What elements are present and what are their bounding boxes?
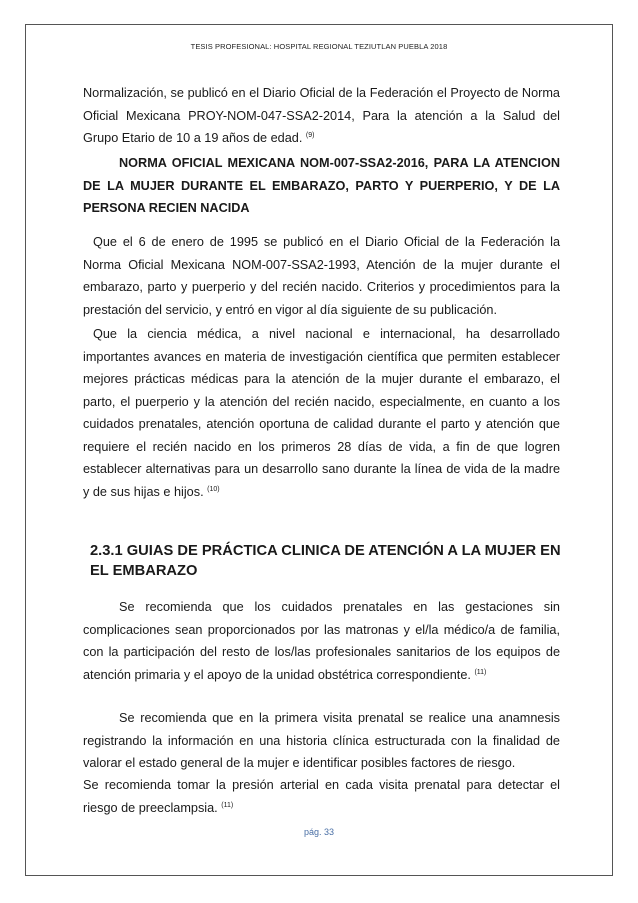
page-number: pág. 33	[303, 827, 335, 837]
paragraph-cuidados-prenatales: Se recomienda que los cuidados prenatales en las gestaciones sin complicaciones sean proporcionados por las matronas y el/la médico/a de familia, con la participación del resto de los/las profesionales sanitarios de los equipos de atención primaria y el apoyo de la unidad obstétrica correspondiente. $^{(11)}$	[83, 600, 560, 682]
reference-10: (10)	[207, 485, 220, 493]
paragraph-norma-1995: Que el 6 de enero de 1995 se publicó en el Diario Oficial de la Federación la Norma Oficial Mexicana NOM-007-SSA2-1993, Atención de la mujer durante el embarazo, parto y puerperio y del recién nacido. Criterios y procedimientos para la prestación del servicio, y entró en vigor al día siguiente de su publicación.	[83, 235, 560, 317]
page-header: TESIS PROFESIONAL: HOSPITAL REGIONAL TEZIUTLAN PUEBLA 2018	[190, 42, 448, 51]
paragraph-ciencia-medica: Que la ciencia médica, a nivel nacional e internacional, ha desarrollado importantes avances en materia de investigación científica que permiten establecer mejores prácticas médicas para la atención de la mujer durante el embarazo, el parto, el puerperio y la atención del recién nacido, especialmente, en cuanto a los cuidados prenatales, atención oportuna de calidad durante el parto y atención que requiere el recién nacido en los primeros 28 días de vida, a fin de que logren establecer alternativas para un desarrollo sano durante la línea de vida de la madre y de sus hijas e hijos. $^{(10)}$	[83, 327, 560, 499]
norma-title: NORMA OFICIAL MEXICANA NOM-007-SSA2-2016, PARA LA ATENCION DE LA MUJER DURANTE EL EMBARAZO, PARTO Y PUERPERIO, Y DE LA PERSONA RECIEN NACIDA	[83, 156, 560, 215]
reference-11a: (11)	[474, 668, 487, 676]
reference-11b: (11)	[221, 801, 234, 809]
paragraph-presion-arterial: Se recomienda tomar la presión arterial en cada visita prenatal para detectar el riesgo de preeclampsia. $^{(11)}$	[83, 778, 560, 815]
paragraph-normalizacion: Normalización, se publicó en el Diario Oficial de la Federación el Proyecto de Norma Oficial Mexicana PROY-NOM-047-SSA2-2014, Para la atención a la Salud del Grupo Etario de 10 a 19 años de edad. $^{(9)}$	[83, 86, 560, 145]
paragraph-primera-visita: Se recomienda que en la primera visita prenatal se realice una anamnesis registrando la información en una historia clínica estructurada con la finalidad de valorar el estado general de la mujer e identificar posibles factores de riesgo.	[83, 711, 560, 770]
section-heading: 2.3.1 GUIAS DE PRÁCTICA CLINICA DE ATENCIÓN A LA MUJER EN EL EMBARAZO	[90, 543, 561, 579]
reference-9: (9)	[305, 132, 315, 139]
